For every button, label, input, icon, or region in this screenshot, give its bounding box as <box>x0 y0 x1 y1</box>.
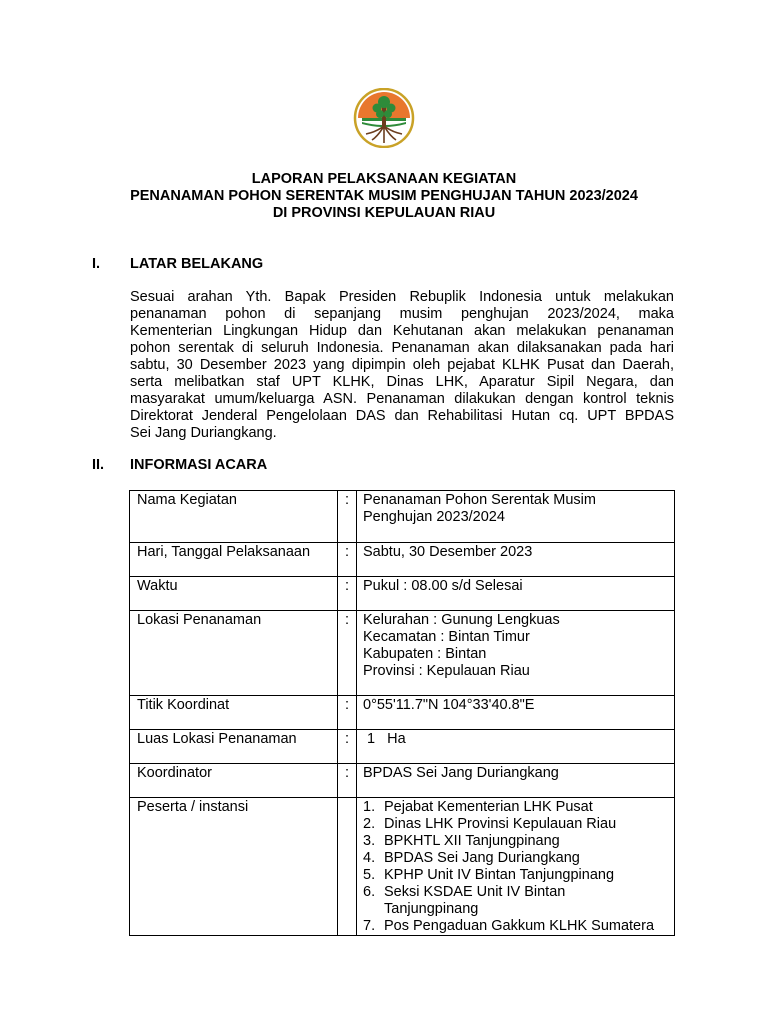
list-item: 3. BPKHTL XII Tanjungpinang <box>363 833 560 849</box>
paragraph-line: sabtu, 30 Desember 2023 yang dipimpin oleh pejabat KLHK Pusat dan Daerah, <box>130 357 674 373</box>
table-row-participants <box>130 798 675 936</box>
participants-list <box>363 799 670 935</box>
paragraph-line: serta melibatkan staf UPT KLHK, Dinas LHK, Aparatur Sipil Negara, dan <box>130 374 674 390</box>
row-colon: : <box>338 696 357 730</box>
title-line-3: DI PROVINSI KEPULAUAN RIAU <box>272 205 496 221</box>
row-label: Koordinator <box>130 764 338 798</box>
list-item: 7. Pos Pengaduan Gakkum KLHK Sumatera <box>363 918 655 934</box>
title-line-2: PENANAMAN POHON SERENTAK MUSIM PENGHUJAN TAHUN 2023/2024 <box>130 188 638 204</box>
table-row <box>130 611 675 696</box>
paragraph-line: pohon serentak di seluruh Indonesia. Penanaman akan dilaksanakan pada hari <box>130 340 674 356</box>
table-row <box>130 543 675 577</box>
row-label: Peserta / instansi <box>130 798 338 936</box>
row-value: Kelurahan : Gunung Lengkuas Kecamatan : Bintan Timur Kabupaten : Bintan Provinsi : Kepulauan Riau <box>357 611 675 696</box>
row-label: Nama Kegiatan <box>130 491 338 543</box>
row-colon: : <box>338 611 357 696</box>
row-value: Penanaman Pohon Serentak Musim Penghujan 2023/2024 <box>357 491 675 543</box>
section-number: I. <box>92 256 101 272</box>
row-colon: : <box>338 577 357 611</box>
row-label: Waktu <box>130 577 338 611</box>
row-value: Pukul : 08.00 s/d Selesai <box>357 577 675 611</box>
table-row <box>130 577 675 611</box>
row-label: Lokasi Penanaman <box>130 611 338 696</box>
row-colon: : <box>338 730 357 764</box>
row-label: Hari, Tanggal Pelaksanaan <box>130 543 338 577</box>
list-item: 4. BPDAS Sei Jang Duriangkang <box>363 850 580 866</box>
row-colon <box>338 798 357 936</box>
background-paragraph <box>130 289 674 442</box>
list-item: 5. KPHP Unit IV Bintan Tanjungpinang <box>363 867 615 883</box>
row-value: 1 Ha <box>357 730 675 764</box>
row-colon: : <box>338 764 357 798</box>
paragraph-line: Sei Jang Duriangkang. <box>130 425 277 441</box>
section-heading-informasi-acara <box>92 457 267 474</box>
section-title: LATAR BELAKANG <box>130 256 264 272</box>
klhk-logo-icon <box>352 88 416 148</box>
table-row <box>130 491 675 543</box>
paragraph-line: masyarakat umum/keluarga ASN. Penanaman dilakukan dengan kontrol teknis <box>130 391 674 407</box>
event-info-table <box>129 490 675 936</box>
table-row <box>130 730 675 764</box>
row-value: Sabtu, 30 Desember 2023 <box>357 543 675 577</box>
section-title: INFORMASI ACARA <box>130 457 268 473</box>
row-value: BPDAS Sei Jang Duriangkang <box>357 764 675 798</box>
list-item: 6. Seksi KSDAE Unit IV Bintan Tanjungpinang <box>363 884 566 917</box>
row-label: Luas Lokasi Penanaman <box>130 730 338 764</box>
paragraph-line: Sesuai arahan Yth. Bapak Presiden Rebuplik Indonesia untuk melakukan <box>130 289 674 305</box>
document-title <box>0 171 768 222</box>
participants-list-cell <box>357 798 675 936</box>
paragraph-line: Kementerian Lingkungan Hidup dan Kehutanan akan melakukan penanaman <box>130 323 674 339</box>
table-row <box>130 764 675 798</box>
section-heading-latar-belakang <box>92 256 263 273</box>
paragraph-line: penanaman pohon di sepanjang musim penghujan 2023/2024, maka <box>130 306 674 322</box>
title-line-1: LAPORAN PELAKSANAAN KEGIATAN <box>251 171 517 187</box>
row-label: Titik Koordinat <box>130 696 338 730</box>
list-item: 2. Dinas LHK Provinsi Kepulauan Riau <box>363 816 617 832</box>
row-colon: : <box>338 543 357 577</box>
row-colon: : <box>338 491 357 543</box>
paragraph-line: Direktorat Jenderal Pengelolaan DAS dan Rehabilitasi Hutan cq. UPT BPDAS <box>130 408 674 424</box>
row-value: 0°55'11.7"N 104°33'40.8"E <box>357 696 675 730</box>
list-item: 1. Pejabat Kementerian LHK Pusat <box>363 799 593 815</box>
section-number: II. <box>92 457 105 473</box>
table-row <box>130 696 675 730</box>
